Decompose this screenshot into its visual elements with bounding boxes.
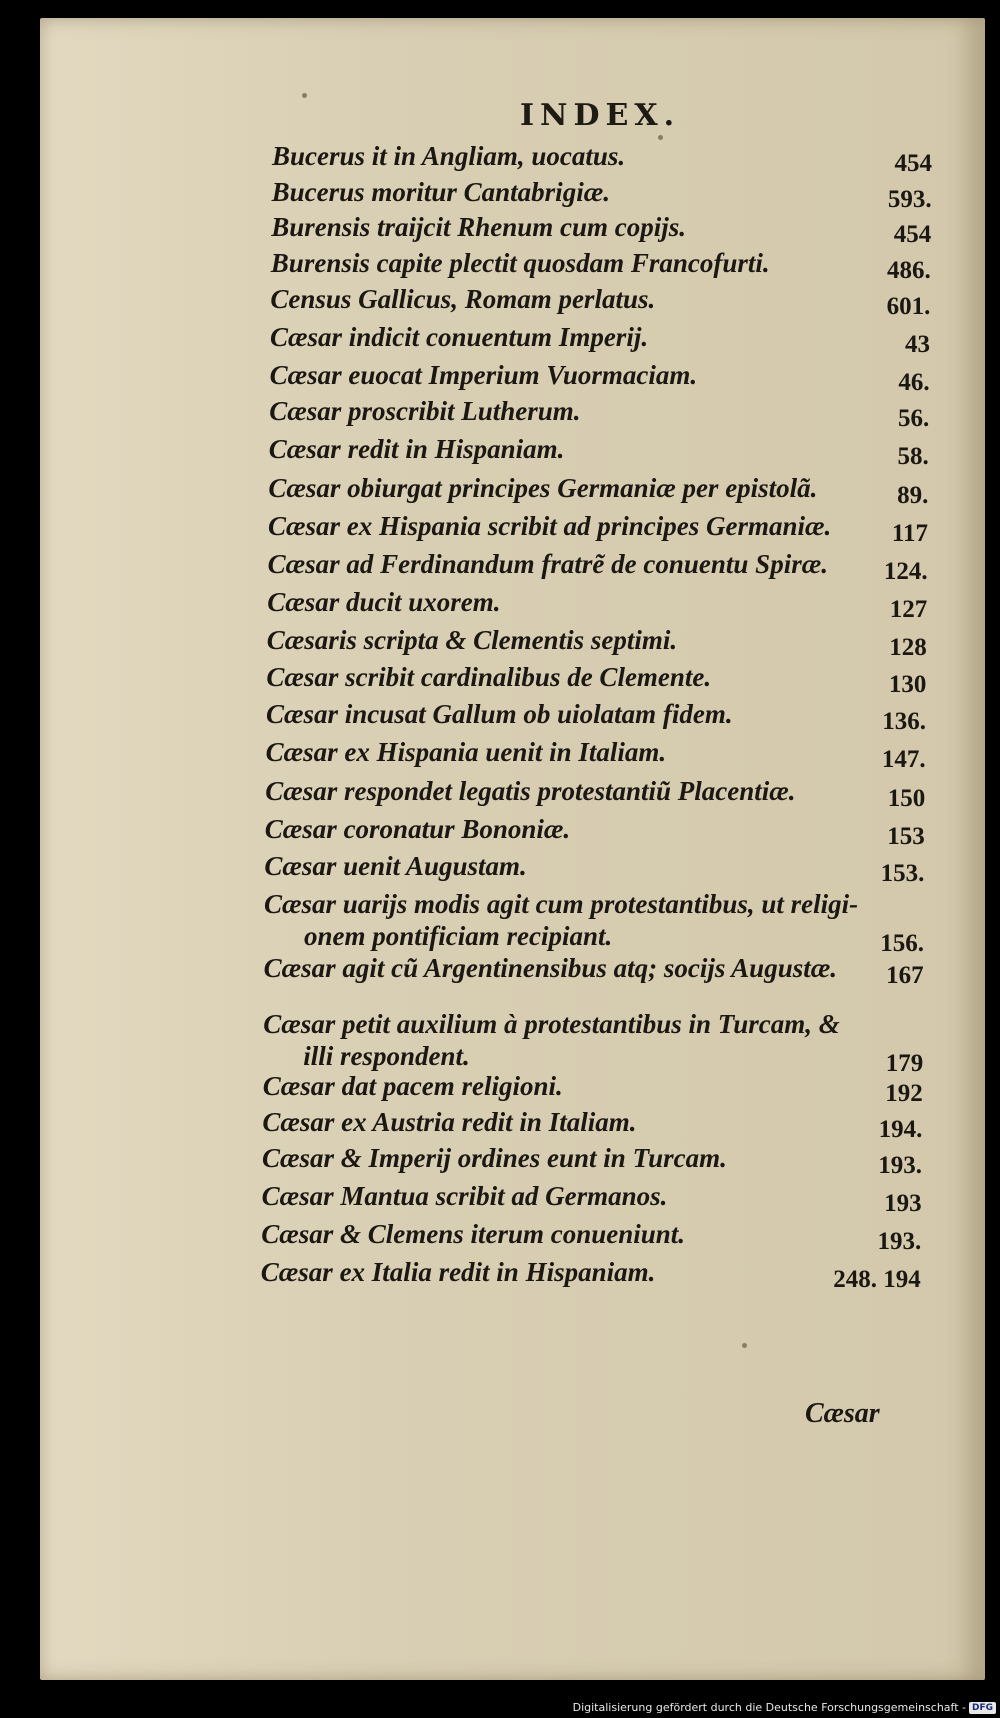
entry-text: Cæsar ex Austria redit in Italiam. bbox=[262, 1107, 637, 1137]
ink-spot bbox=[302, 93, 307, 98]
entry-text: Bucerus moritur Cantabrigiæ. bbox=[271, 177, 610, 207]
index-entry bbox=[271, 176, 932, 213]
index-entry bbox=[270, 283, 931, 320]
entry-text: Cæsar Mantua scribit ad Germanos. bbox=[261, 1181, 668, 1211]
entry-text: Cæsar indicit conuentum Imperij. bbox=[270, 322, 649, 352]
entry-page-number: 454 bbox=[894, 150, 932, 177]
entry-page-number: 193. bbox=[877, 1228, 922, 1255]
entry-page-number: 130 bbox=[888, 671, 927, 698]
index-entry bbox=[268, 510, 928, 547]
entry-text: Cæsar proscribit Lutherum. bbox=[269, 396, 581, 426]
entry-page-number: 194. bbox=[878, 1116, 923, 1143]
entry-text: Cæsar & Clemens iterum conueniunt. bbox=[261, 1219, 686, 1249]
entry-page-number: 248. 194 bbox=[833, 1266, 921, 1293]
entry-text: Cæsar dat pacem religioni. bbox=[262, 1071, 563, 1101]
index-entry bbox=[264, 850, 925, 887]
entry-page-number: 124. bbox=[883, 558, 928, 585]
page-header: INDEX. bbox=[520, 98, 681, 133]
index-entry bbox=[267, 548, 928, 585]
entry-text: Cæsar uenit Augustam. bbox=[264, 851, 527, 881]
entry-page-number: 150 bbox=[887, 785, 926, 812]
entry-page-number: 486. bbox=[887, 257, 931, 284]
entry-page-number: 128 bbox=[889, 634, 927, 661]
index-entry bbox=[263, 952, 924, 989]
index-entry bbox=[268, 433, 929, 470]
entry-page-number: 153. bbox=[880, 860, 925, 887]
digitization-credit: Digitalisierung gefördert durch die Deutsche Forschungsgemeinschaft - bbox=[572, 1701, 966, 1714]
entry-page-number: 193 bbox=[884, 1190, 922, 1217]
entry-page-number: 127 bbox=[889, 596, 928, 623]
index-entry bbox=[266, 624, 927, 661]
index-entry bbox=[261, 1180, 922, 1217]
entry-text: Cæsar obiurgat principes Germaniæ per epistolã. bbox=[268, 473, 818, 503]
index-entry bbox=[264, 888, 924, 957]
index-entry bbox=[263, 1008, 924, 1077]
index-entry bbox=[272, 140, 932, 177]
entry-page-number: 136. bbox=[882, 708, 926, 735]
entry-text: Cæsar & Imperij ordines eunt in Turcam. bbox=[262, 1143, 727, 1173]
entry-page-number: 46. bbox=[898, 369, 930, 396]
ink-spot bbox=[742, 1343, 747, 1348]
entry-page-number: 193. bbox=[878, 1152, 922, 1179]
catchword: Cæsar bbox=[805, 1398, 880, 1429]
index-entry bbox=[271, 211, 932, 248]
entry-text: Census Gallicus, Romam perlatus. bbox=[270, 284, 656, 314]
index-entry bbox=[269, 359, 930, 396]
entry-page-number: 156. bbox=[880, 930, 924, 957]
index-entry bbox=[268, 472, 929, 509]
entry-text: Cæsaris scripta & Clementis septimi. bbox=[266, 625, 678, 655]
dfg-logo: DFG bbox=[969, 1702, 996, 1714]
entry-page-number: 89. bbox=[897, 482, 929, 509]
entry-text: Cæsar ducit uxorem. bbox=[267, 587, 501, 617]
entry-text: Cæsar uarijs modis agit cum protestantibus, ut religi- bbox=[264, 889, 859, 919]
index-entry bbox=[265, 775, 926, 812]
entry-continuation: illi respondent. bbox=[303, 1041, 470, 1071]
entry-page-number: 43 bbox=[905, 331, 930, 358]
entry-text: Cæsar euocat Imperium Vuormaciam. bbox=[269, 360, 698, 390]
entry-page-number: 601. bbox=[886, 293, 931, 320]
index-entry bbox=[262, 1106, 923, 1143]
entry-page-number: 192 bbox=[885, 1080, 923, 1107]
entry-page-number: 593. bbox=[887, 186, 932, 213]
entry-text: Cæsar respondet legatis protestantiũ Placentiæ. bbox=[265, 776, 796, 806]
index-entry bbox=[270, 321, 930, 358]
index-entry bbox=[262, 1142, 922, 1179]
index-entry bbox=[262, 1070, 923, 1107]
entry-page-number: 454 bbox=[893, 221, 932, 248]
entry-text: Cæsar agit cũ Argentinensibus atq; socijs Augustæ. bbox=[263, 953, 837, 983]
entry-page-number: 117 bbox=[891, 520, 928, 547]
entry-page-number: 153 bbox=[887, 823, 925, 850]
index-entry bbox=[267, 586, 928, 623]
index-entry bbox=[265, 736, 926, 773]
index-entry bbox=[269, 395, 930, 432]
entry-text: Cæsar coronatur Bononiæ. bbox=[264, 814, 571, 844]
entry-text: Cæsar incusat Gallum ob uiolatam fidem. bbox=[266, 699, 733, 729]
entry-text: Burensis traijcit Rhenum cum copijs. bbox=[271, 212, 687, 242]
entry-text: Bucerus it in Angliam, uocatus. bbox=[272, 141, 626, 171]
index-entry bbox=[266, 661, 927, 698]
entry-text: Cæsar petit auxilium à protestantibus in Turcam, & bbox=[263, 1009, 840, 1039]
entry-page-number: 58. bbox=[897, 443, 929, 470]
entry-page-number: 167 bbox=[886, 962, 924, 989]
index-entry bbox=[266, 698, 926, 735]
entry-page-number: 147. bbox=[881, 746, 926, 773]
index-entry bbox=[260, 1256, 921, 1293]
entry-page-number: 179 bbox=[885, 1050, 924, 1077]
entry-text: Cæsar ex Hispania scribit ad principes Germaniæ. bbox=[268, 511, 832, 541]
entry-page-number: 56. bbox=[897, 405, 930, 432]
entry-text: Cæsar ex Italia redit in Hispaniam. bbox=[260, 1257, 656, 1287]
entry-text: Cæsar ex Hispania uenit in Italiam. bbox=[265, 737, 667, 767]
index-entry bbox=[264, 813, 925, 850]
entry-continuation: onem pontificiam recipiant. bbox=[304, 921, 613, 951]
entry-text: Cæsar redit in Hispaniam. bbox=[268, 434, 565, 464]
index-entry bbox=[270, 247, 931, 284]
entry-text: Burensis capite plectit quosdam Francofurti. bbox=[270, 248, 770, 278]
index-entry bbox=[261, 1218, 922, 1255]
entry-text: Cæsar scribit cardinalibus de Clemente. bbox=[266, 662, 712, 692]
entry-text: Cæsar ad Ferdinandum fratrẽ de conuentu Spiræ. bbox=[267, 549, 828, 579]
